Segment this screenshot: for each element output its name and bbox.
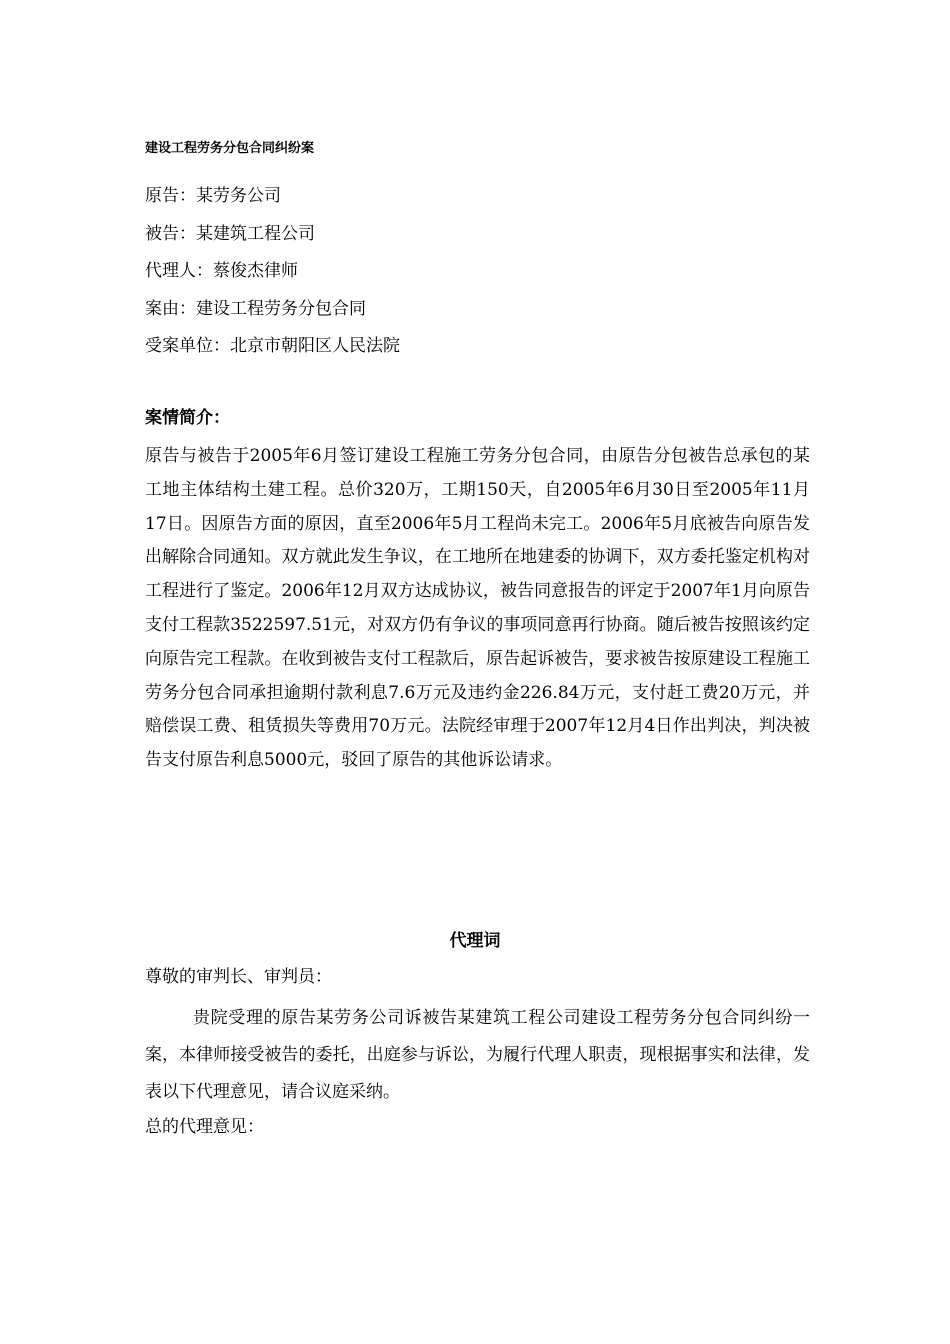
agency-intro [145,1000,810,1111]
cause-line: 案由：建设工程劳务分包合同 [145,298,366,319]
document-title: 建设工程劳务分包合同纠纷案 [145,141,315,156]
case-summary-body [145,440,810,778]
defendant-line: 被告：某建筑工程公司 [145,223,315,244]
case-summary-heading: 案情简介： [145,408,230,428]
agent-line: 代理人：蔡俊杰律师 [145,261,298,281]
agency-statement-heading: 代理词 [449,931,501,951]
court-line: 受案单位：北京市朝阳区人民法院 [145,336,400,356]
case-meta [145,178,825,366]
agency-intro-paragraph: 贵院受理的原告某劳务公司诉被告某建筑工程公司建设工程劳务分包合同纠纷一案，本律师接受被告的委托，出庭参与诉讼，为履行代理人职责，现根据事实和法律，发表以下代理意见，请合议庭采纳。 [145,1008,810,1102]
salutation: 尊敬的审判长、审判员： [145,967,332,987]
summary-opinion-label: 总的代理意见： [145,1117,264,1137]
case-summary-paragraph: 原告与被告于2005年6月签订建设工程施工劳务分包合同，由原告分包被告总承包的某工地主体结构土建工程。总价320万，工期150天，自2005年6月30日至2005年11月17日。因原告方面的原因，直至2006年5月工程尚未完工。2006年5月底被告向原告发出解除合同通知。双方就此发生争议，在工地所在地建委的协调下，双方委托鉴定机构对工程进行了鉴定。2006年12月双方达成协议，被告同意报告的评定于2007年1月向原告支付工程款3522597.51元，对双方仍有争议的事项同意再行协商。随后被告按照该约定向原告完工程款。在收到被告支付工程款后，原告起诉被告，要求被告按原建设工程施工劳务分包合同承担逾期付款利息7.6万元及违约金226.84万元，支付赶工费20万元，并赔偿误工费、租赁损失等费用70万元。法院经审理于2007年12月4日作出判决，判决被告支付原告利息5000元，驳回了原告的其他诉讼请求。 [145,446,810,771]
plaintiff-line: 原告：某劳务公司 [145,186,281,206]
